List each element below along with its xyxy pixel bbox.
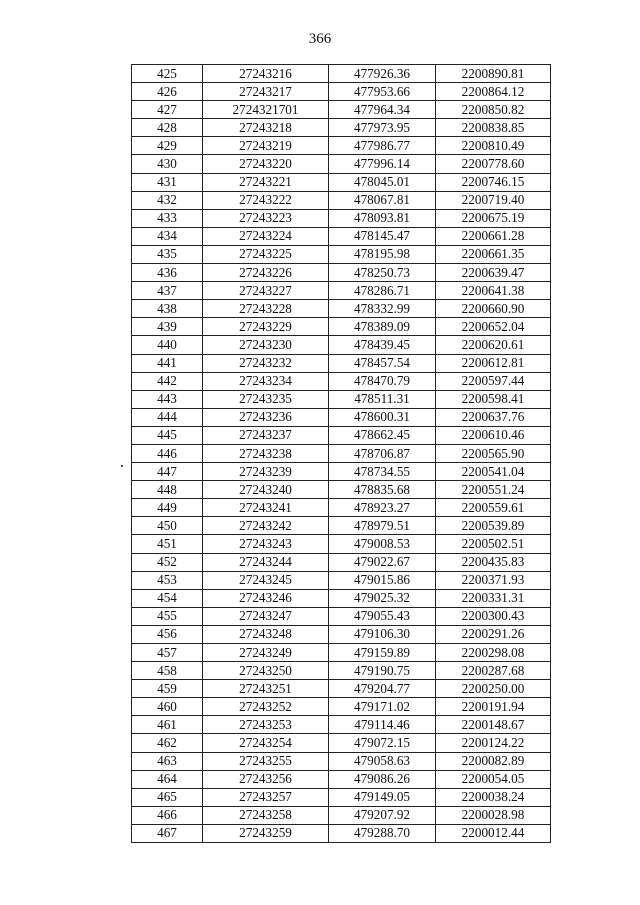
x-coordinate-cell: 478195.98 <box>329 245 436 263</box>
table-row <box>132 770 551 788</box>
y-coordinate-cell: 2200660.90 <box>436 300 551 318</box>
point-id-cell: 27243224 <box>203 227 329 245</box>
point-id-cell: 27243259 <box>203 824 329 842</box>
point-number-cell: 460 <box>132 698 203 716</box>
point-id-cell: 27243227 <box>203 282 329 300</box>
x-coordinate-cell: 478045.01 <box>329 173 436 191</box>
table-row <box>132 155 551 173</box>
table-row <box>132 426 551 444</box>
x-coordinate-cell: 477953.66 <box>329 83 436 101</box>
point-number-cell: 442 <box>132 372 203 390</box>
point-id-cell: 27243236 <box>203 408 329 426</box>
point-number-cell: 434 <box>132 227 203 245</box>
point-id-cell: 27243240 <box>203 481 329 499</box>
point-number-cell: 443 <box>132 390 203 408</box>
y-coordinate-cell: 2200371.93 <box>436 571 551 589</box>
point-number-cell: 451 <box>132 535 203 553</box>
table-row <box>132 173 551 191</box>
point-number-cell: 438 <box>132 300 203 318</box>
point-number-cell: 433 <box>132 209 203 227</box>
x-coordinate-cell: 479159.89 <box>329 644 436 662</box>
y-coordinate-cell: 2200038.24 <box>436 788 551 806</box>
x-coordinate-cell: 479008.53 <box>329 535 436 553</box>
point-number-cell: 428 <box>132 119 203 137</box>
scan-speck <box>121 465 123 467</box>
page-number: 366 <box>308 31 332 47</box>
point-id-cell: 27243239 <box>203 463 329 481</box>
point-id-cell: 27243241 <box>203 499 329 517</box>
y-coordinate-cell: 2200597.44 <box>436 372 551 390</box>
table-row <box>132 517 551 535</box>
point-number-cell: 449 <box>132 499 203 517</box>
point-number-cell: 429 <box>132 137 203 155</box>
point-id-cell: 27243235 <box>203 390 329 408</box>
point-id-cell: 27243228 <box>203 300 329 318</box>
point-id-cell: 27243245 <box>203 571 329 589</box>
y-coordinate-cell: 2200612.81 <box>436 354 551 372</box>
table-row <box>132 227 551 245</box>
y-coordinate-cell: 2200082.89 <box>436 752 551 770</box>
y-coordinate-cell: 2200124.22 <box>436 734 551 752</box>
x-coordinate-cell: 479058.63 <box>329 752 436 770</box>
x-coordinate-cell: 479106.30 <box>329 625 436 643</box>
x-coordinate-cell: 479190.75 <box>329 662 436 680</box>
x-coordinate-cell: 477973.95 <box>329 119 436 137</box>
table-row <box>132 607 551 625</box>
y-coordinate-cell: 2200250.00 <box>436 680 551 698</box>
table-row <box>132 499 551 517</box>
x-coordinate-cell: 478439.45 <box>329 336 436 354</box>
point-id-cell: 27243256 <box>203 770 329 788</box>
point-number-cell: 466 <box>132 806 203 824</box>
table-row <box>132 209 551 227</box>
point-number-cell: 459 <box>132 680 203 698</box>
point-id-cell: 27243257 <box>203 788 329 806</box>
y-coordinate-cell: 2200012.44 <box>436 824 551 842</box>
y-coordinate-cell: 2200054.05 <box>436 770 551 788</box>
x-coordinate-cell: 478923.27 <box>329 499 436 517</box>
y-coordinate-cell: 2200661.35 <box>436 245 551 263</box>
point-id-cell: 27243254 <box>203 734 329 752</box>
x-coordinate-cell: 478457.54 <box>329 354 436 372</box>
point-number-cell: 436 <box>132 264 203 282</box>
point-number-cell: 453 <box>132 571 203 589</box>
x-coordinate-cell: 479204.77 <box>329 680 436 698</box>
point-id-cell: 27243219 <box>203 137 329 155</box>
x-coordinate-cell: 477996.14 <box>329 155 436 173</box>
x-coordinate-cell: 478389.09 <box>329 318 436 336</box>
table-row <box>132 463 551 481</box>
y-coordinate-cell: 2200287.68 <box>436 662 551 680</box>
y-coordinate-cell: 2200778.60 <box>436 155 551 173</box>
y-coordinate-cell: 2200661.28 <box>436 227 551 245</box>
y-coordinate-cell: 2200637.76 <box>436 408 551 426</box>
table-row <box>132 300 551 318</box>
point-id-cell: 27243248 <box>203 625 329 643</box>
point-id-cell: 27243247 <box>203 607 329 625</box>
point-number-cell: 431 <box>132 173 203 191</box>
point-number-cell: 446 <box>132 444 203 462</box>
x-coordinate-cell: 479086.26 <box>329 770 436 788</box>
y-coordinate-cell: 2200300.43 <box>436 607 551 625</box>
point-id-cell: 27243225 <box>203 245 329 263</box>
x-coordinate-cell: 477964.34 <box>329 101 436 119</box>
point-id-cell: 27243246 <box>203 589 329 607</box>
point-id-cell: 27243230 <box>203 336 329 354</box>
table-row <box>132 282 551 300</box>
x-coordinate-cell: 479149.05 <box>329 788 436 806</box>
x-coordinate-cell: 478835.68 <box>329 481 436 499</box>
y-coordinate-cell: 2200331.31 <box>436 589 551 607</box>
table-row <box>132 65 551 83</box>
x-coordinate-cell: 479055.43 <box>329 607 436 625</box>
table-row <box>132 752 551 770</box>
table-row <box>132 806 551 824</box>
point-number-cell: 457 <box>132 644 203 662</box>
point-number-cell: 454 <box>132 589 203 607</box>
y-coordinate-cell: 2200652.04 <box>436 318 551 336</box>
point-number-cell: 462 <box>132 734 203 752</box>
point-number-cell: 452 <box>132 553 203 571</box>
point-number-cell: 467 <box>132 824 203 842</box>
x-coordinate-cell: 479025.32 <box>329 589 436 607</box>
coordinates-table <box>131 64 551 843</box>
x-coordinate-cell: 478979.51 <box>329 517 436 535</box>
x-coordinate-cell: 478734.55 <box>329 463 436 481</box>
x-coordinate-cell: 479171.02 <box>329 698 436 716</box>
point-id-cell: 27243249 <box>203 644 329 662</box>
point-number-cell: 444 <box>132 408 203 426</box>
y-coordinate-cell: 2200620.61 <box>436 336 551 354</box>
y-coordinate-cell: 2200291.26 <box>436 625 551 643</box>
point-id-cell: 27243218 <box>203 119 329 137</box>
point-id-cell: 27243217 <box>203 83 329 101</box>
x-coordinate-cell: 478145.47 <box>329 227 436 245</box>
table-row <box>132 354 551 372</box>
point-number-cell: 465 <box>132 788 203 806</box>
point-id-cell: 27243221 <box>203 173 329 191</box>
table-row <box>132 644 551 662</box>
y-coordinate-cell: 2200719.40 <box>436 191 551 209</box>
x-coordinate-cell: 479288.70 <box>329 824 436 842</box>
point-number-cell: 455 <box>132 607 203 625</box>
x-coordinate-cell: 479072.15 <box>329 734 436 752</box>
point-number-cell: 427 <box>132 101 203 119</box>
table-row <box>132 245 551 263</box>
point-number-cell: 447 <box>132 463 203 481</box>
coordinates-table-container <box>131 64 551 843</box>
point-number-cell: 448 <box>132 481 203 499</box>
table-row <box>132 734 551 752</box>
x-coordinate-cell: 477986.77 <box>329 137 436 155</box>
y-coordinate-cell: 2200539.89 <box>436 517 551 535</box>
point-number-cell: 439 <box>132 318 203 336</box>
point-number-cell: 463 <box>132 752 203 770</box>
point-number-cell: 456 <box>132 625 203 643</box>
y-coordinate-cell: 2200639.47 <box>436 264 551 282</box>
table-row <box>132 698 551 716</box>
point-number-cell: 435 <box>132 245 203 263</box>
y-coordinate-cell: 2200541.04 <box>436 463 551 481</box>
x-coordinate-cell: 478706.87 <box>329 444 436 462</box>
y-coordinate-cell: 2200598.41 <box>436 390 551 408</box>
coordinates-table-body <box>132 65 551 843</box>
x-coordinate-cell: 477926.36 <box>329 65 436 83</box>
point-id-cell: 27243229 <box>203 318 329 336</box>
y-coordinate-cell: 2200559.61 <box>436 499 551 517</box>
point-id-cell: 27243255 <box>203 752 329 770</box>
y-coordinate-cell: 2200028.98 <box>436 806 551 824</box>
point-id-cell: 27243244 <box>203 553 329 571</box>
point-id-cell: 27243216 <box>203 65 329 83</box>
point-number-cell: 458 <box>132 662 203 680</box>
point-id-cell: 27243250 <box>203 662 329 680</box>
x-coordinate-cell: 478286.71 <box>329 282 436 300</box>
point-id-cell: 27243251 <box>203 680 329 698</box>
y-coordinate-cell: 2200838.85 <box>436 119 551 137</box>
table-row <box>132 481 551 499</box>
y-coordinate-cell: 2200641.38 <box>436 282 551 300</box>
point-number-cell: 432 <box>132 191 203 209</box>
table-row <box>132 788 551 806</box>
point-number-cell: 441 <box>132 354 203 372</box>
point-id-cell: 27243223 <box>203 209 329 227</box>
x-coordinate-cell: 478511.31 <box>329 390 436 408</box>
y-coordinate-cell: 2200675.19 <box>436 209 551 227</box>
point-number-cell: 430 <box>132 155 203 173</box>
table-row <box>132 553 551 571</box>
point-id-cell: 27243253 <box>203 716 329 734</box>
table-row <box>132 101 551 119</box>
y-coordinate-cell: 2200191.94 <box>436 698 551 716</box>
point-id-cell: 27243243 <box>203 535 329 553</box>
point-id-cell: 2724321701 <box>203 101 329 119</box>
x-coordinate-cell: 478600.31 <box>329 408 436 426</box>
y-coordinate-cell: 2200610.46 <box>436 426 551 444</box>
point-id-cell: 27243237 <box>203 426 329 444</box>
x-coordinate-cell: 478250.73 <box>329 264 436 282</box>
table-row <box>132 662 551 680</box>
point-id-cell: 27243242 <box>203 517 329 535</box>
point-id-cell: 27243226 <box>203 264 329 282</box>
x-coordinate-cell: 479022.67 <box>329 553 436 571</box>
y-coordinate-cell: 2200551.24 <box>436 481 551 499</box>
point-number-cell: 450 <box>132 517 203 535</box>
table-row <box>132 390 551 408</box>
table-row <box>132 680 551 698</box>
table-row <box>132 83 551 101</box>
y-coordinate-cell: 2200435.83 <box>436 553 551 571</box>
point-id-cell: 27243222 <box>203 191 329 209</box>
point-number-cell: 464 <box>132 770 203 788</box>
table-row <box>132 444 551 462</box>
x-coordinate-cell: 479114.46 <box>329 716 436 734</box>
y-coordinate-cell: 2200148.67 <box>436 716 551 734</box>
point-id-cell: 27243232 <box>203 354 329 372</box>
point-id-cell: 27243238 <box>203 444 329 462</box>
point-number-cell: 437 <box>132 282 203 300</box>
point-id-cell: 27243258 <box>203 806 329 824</box>
point-number-cell: 445 <box>132 426 203 444</box>
table-row <box>132 318 551 336</box>
point-number-cell: 426 <box>132 83 203 101</box>
table-row <box>132 716 551 734</box>
y-coordinate-cell: 2200810.49 <box>436 137 551 155</box>
x-coordinate-cell: 478093.81 <box>329 209 436 227</box>
table-row <box>132 264 551 282</box>
x-coordinate-cell: 478470.79 <box>329 372 436 390</box>
x-coordinate-cell: 478067.81 <box>329 191 436 209</box>
table-row <box>132 336 551 354</box>
point-id-cell: 27243234 <box>203 372 329 390</box>
y-coordinate-cell: 2200746.15 <box>436 173 551 191</box>
table-row <box>132 589 551 607</box>
point-id-cell: 27243252 <box>203 698 329 716</box>
y-coordinate-cell: 2200850.82 <box>436 101 551 119</box>
y-coordinate-cell: 2200565.90 <box>436 444 551 462</box>
x-coordinate-cell: 479015.86 <box>329 571 436 589</box>
table-row <box>132 535 551 553</box>
table-row <box>132 571 551 589</box>
y-coordinate-cell: 2200890.81 <box>436 65 551 83</box>
table-row <box>132 372 551 390</box>
x-coordinate-cell: 478332.99 <box>329 300 436 318</box>
point-number-cell: 425 <box>132 65 203 83</box>
table-row <box>132 191 551 209</box>
table-row <box>132 824 551 842</box>
y-coordinate-cell: 2200502.51 <box>436 535 551 553</box>
point-number-cell: 461 <box>132 716 203 734</box>
point-number-cell: 440 <box>132 336 203 354</box>
x-coordinate-cell: 478662.45 <box>329 426 436 444</box>
y-coordinate-cell: 2200298.08 <box>436 644 551 662</box>
table-row <box>132 625 551 643</box>
table-row <box>132 137 551 155</box>
table-row <box>132 408 551 426</box>
y-coordinate-cell: 2200864.12 <box>436 83 551 101</box>
table-row <box>132 119 551 137</box>
x-coordinate-cell: 479207.92 <box>329 806 436 824</box>
point-id-cell: 27243220 <box>203 155 329 173</box>
